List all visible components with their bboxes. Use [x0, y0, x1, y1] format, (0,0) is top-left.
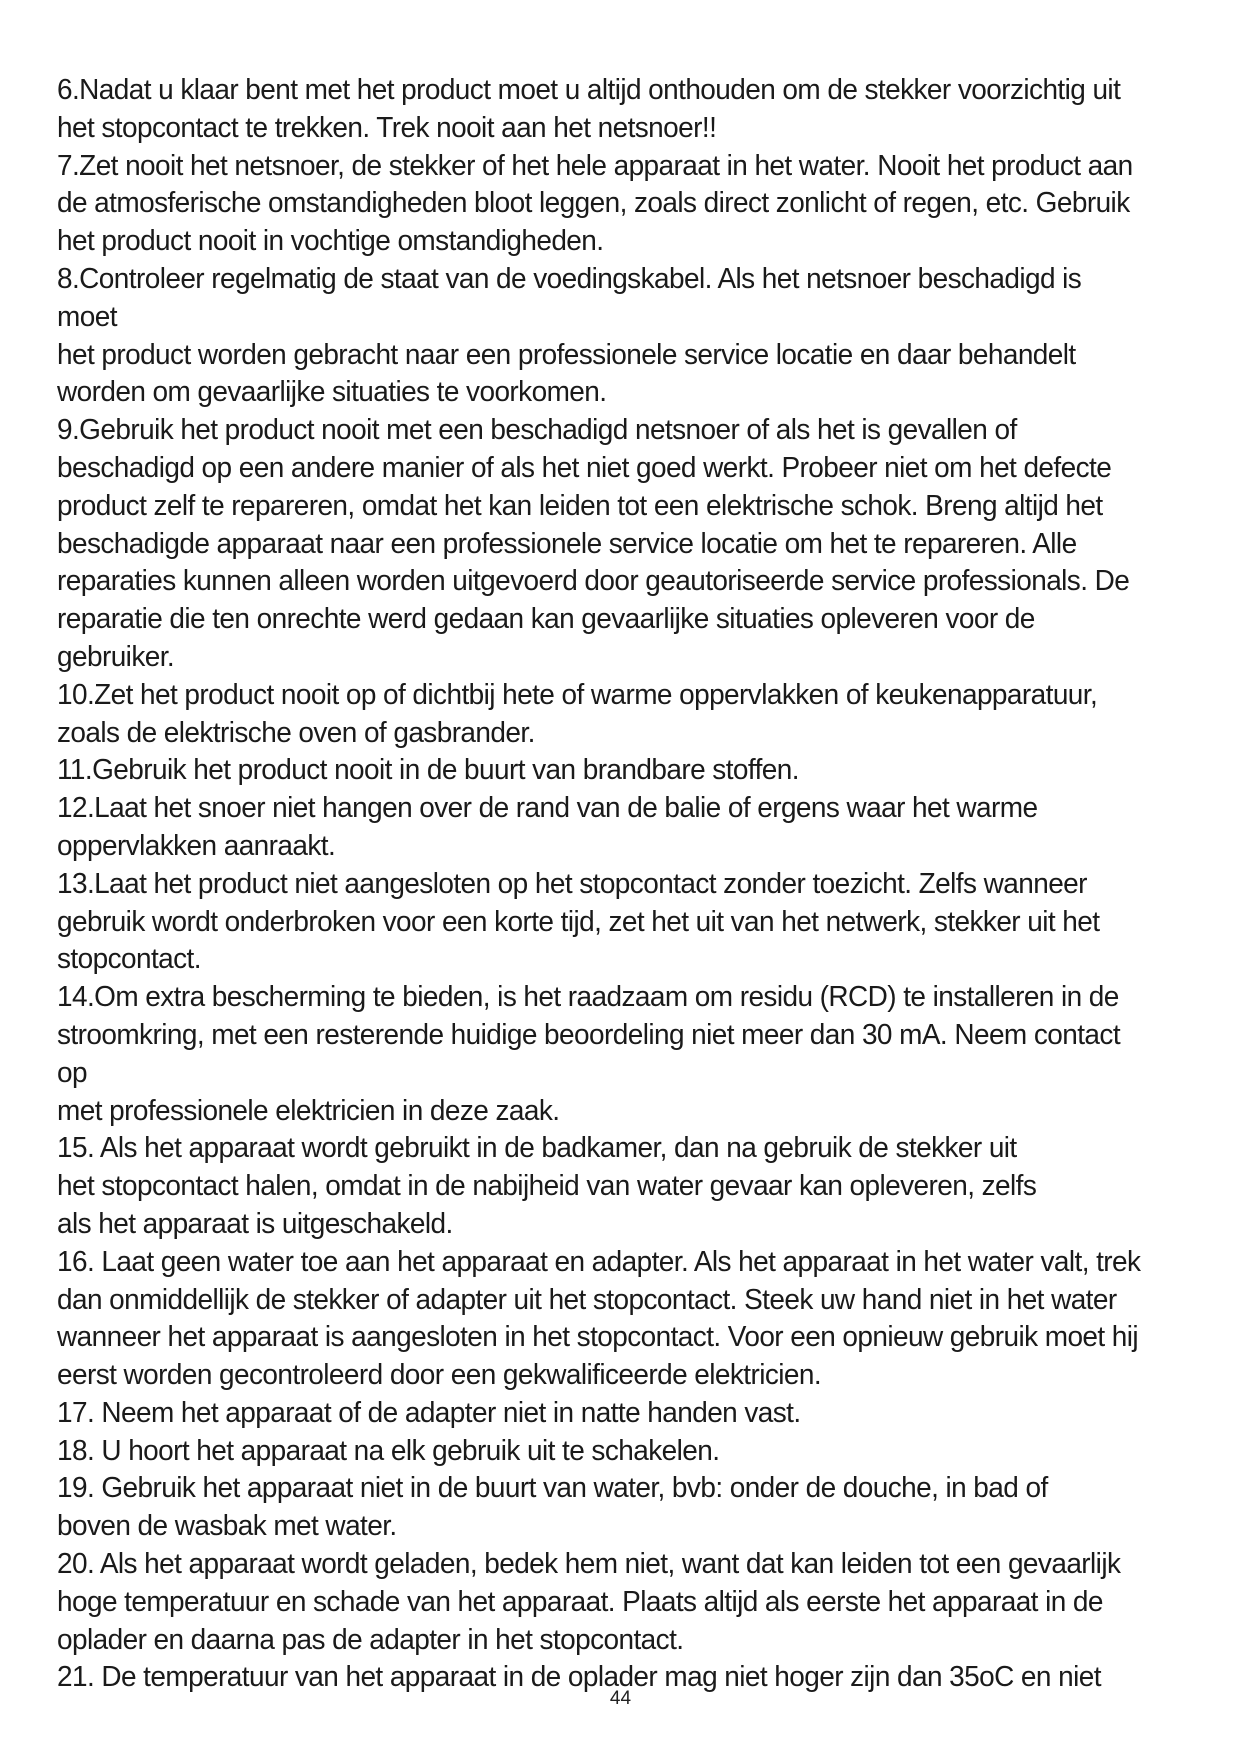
paragraph-18: 18. U hoort het apparaat na elk gebruik uit te schakelen.: [57, 1434, 720, 1467]
paragraph-11: 11.Gebruik het product nooit in de buurt van brandbare stoffen.: [57, 754, 799, 787]
paragraph-17: 17. Neem het apparaat of de adapter niet in natte handen vast.: [57, 1396, 801, 1429]
paragraph-16: 16. Laat geen water toe aan het apparaat en adapter. Als het apparaat in het water valt, trek dan onmiddellijk de stekker of adapter uit het stopcontact. Steek uw hand niet in het water wanneer het apparaat is aangesloten in het stopcontact. Voor een opnieuw gebruik moet hij eerst worden gecontroleerd door een gekwalificeerde elektricien.: [57, 1245, 1141, 1392]
paragraph-21: 21. De temperatuur van het apparaat in de oplader mag niet hoger zijn dan 35oC en niet: [57, 1661, 1101, 1694]
paragraph-9: 9.Gebruik het product nooit met een beschadigd netsnoer of als het is gevallen of beschadigd op een andere manier of als het niet goed werkt. Probeer niet om het defecte product zelf te repareren, omdat het kan leiden tot een elektrische schok. Breng altijd het beschadigde apparaat naar een professionele service locatie om het te repareren. Alle reparaties kunnen alleen worden uitgevoerd door geautoriseerde service professionals. De reparatie die ten onrechte werd gedaan kan gevaarlijke situaties opleveren voor de gebruiker.: [57, 414, 1130, 673]
paragraph-20: 20. Als het apparaat wordt geladen, bedek hem niet, want dat kan leiden tot een gevaarlijk hoge temperatuur en schade van het apparaat. Plaats altijd als eerste het apparaat in de oplader en daarna pas de adapter in het stopcontact.: [57, 1548, 1121, 1656]
paragraph-13: 13.Laat het product niet aangesloten op het stopcontact zonder toezicht. Zelfs wanneer gebruik wordt onderbroken voor een korte tijd, zet het uit van het netwerk, stekker uit het stopcontact.: [57, 867, 1100, 976]
page-number: 44: [609, 1688, 632, 1709]
paragraph-14: 14.Om extra bescherming te bieden, is het raadzaam om residu (RCD) te installeren in de stroomkring, met een resterende huidige beoordeling niet meer dan 30 mA. Neem contact op met professionele elektricien in deze zaak.: [57, 981, 1121, 1127]
paragraph-6: 6.Nadat u klaar bent met het product moet u altijd onthouden om de stekker voorzichtig uit het stopcontact te trekken. Trek nooit aan het netsnoer!!: [57, 74, 1121, 144]
safety-instructions-text: [57, 72, 1147, 1697]
paragraph-19: 19. Gebruik het apparaat niet in de buurt van water, bvb: onder de douche, in bad of boven de wasbak met water.: [57, 1472, 1048, 1543]
paragraph-15: 15. Als het apparaat wordt gebruikt in de badkamer, dan na gebruik de stekker uit het stopcontact halen, omdat in de nabijheid van water gevaar kan opleveren, zelfs als het apparaat is uitgeschakeld.: [57, 1132, 1037, 1240]
paragraph-8: 8.Controleer regelmatig de staat van de voedingskabel. Als het netsnoer beschadigd is moet het product worden gebracht naar een professionele service locatie en daar behandelt worden om gevaarlijke situaties te voorkomen.: [57, 262, 1082, 409]
paragraph-12: 12.Laat het snoer niet hangen over de rand van de balie of ergens waar het warme oppervlakken aanraakt.: [57, 792, 1038, 862]
paragraph-10: 10.Zet het product nooit op of dichtbij hete of warme oppervlakken of keukenapparatuur, zoals de elektrische oven of gasbrander.: [57, 678, 1098, 749]
paragraph-7: 7.Zet nooit het netsnoer, de stekker of het hele apparaat in het water. Nooit het product aan de atmosferische omstandigheden bloot leggen, zoals direct zonlicht of regen, etc. Gebruik het product nooit in vochtige omstandigheden.: [57, 149, 1133, 258]
